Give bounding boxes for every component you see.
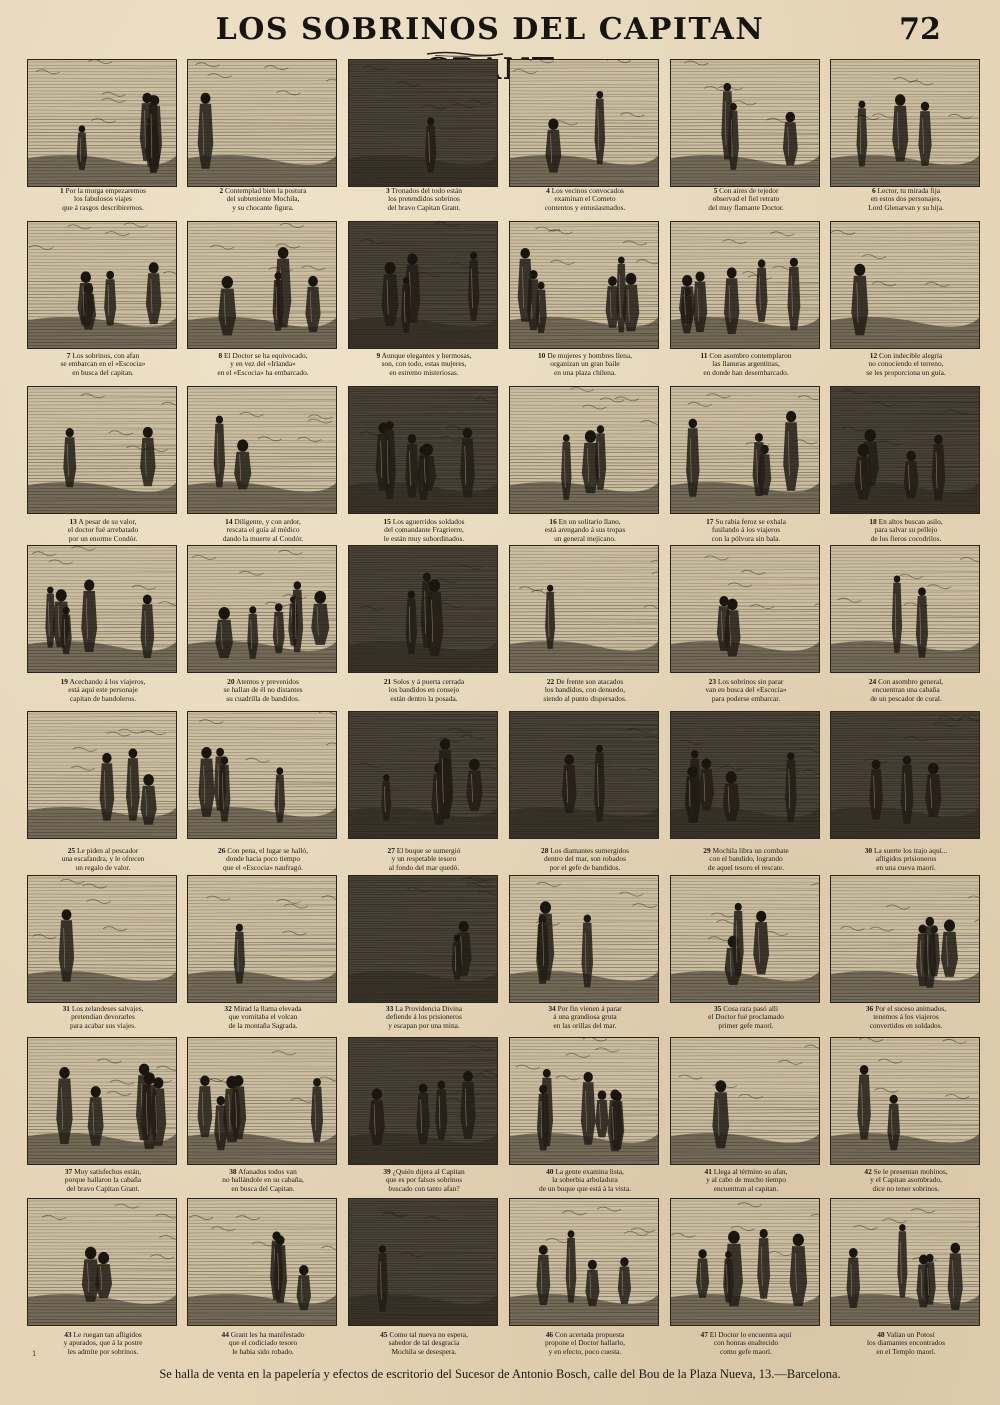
vignette-number: 11	[700, 351, 708, 360]
vignette-verse: Los sobrinos sin parar van en busca del «Escocia» para poderse embarcar.	[705, 677, 787, 703]
vignette-number: 16	[549, 517, 557, 526]
vignette-verse: Los diamantes sumergidos dentro del mar, son robados por el gefe de bandidos.	[543, 846, 629, 872]
vignette-verse: Diligente, y con ardor, rescata el guía al médico dando la muerte al Condór.	[222, 517, 304, 543]
vignette-caption	[344, 1168, 504, 1193]
woodcut-illustration	[830, 59, 980, 187]
vignette-verse: Con asombro general, encuentran una cabaña de un pescador de coral.	[870, 677, 944, 703]
vignette-caption	[666, 187, 826, 212]
vignette-number: 29	[703, 846, 711, 855]
woodcut-illustration	[509, 875, 659, 1003]
vignette-caption	[23, 1005, 183, 1030]
woodcut-illustration	[27, 386, 177, 514]
page-title: LOS SOBRINOS DEL CAPITAN	[215, 12, 765, 47]
vignette-verse: Llega al término su afan, y al cabo de mucho tiempo encuentran al capitan.	[706, 1167, 788, 1193]
vignette-number: 15	[383, 517, 391, 526]
vignette-number: 45	[380, 1330, 388, 1339]
vignette-number: 6	[871, 186, 876, 195]
sheet-number: 72	[899, 12, 941, 47]
woodcut-illustration	[348, 386, 498, 514]
vignette-number: 47	[700, 1330, 708, 1339]
woodcut-illustration	[509, 1037, 659, 1165]
vignette-verse: Grant les ha manifestado que el codiciado tesoro le habia sido robado.	[228, 1330, 305, 1356]
vignette-verse: Los aguerridos soldados del comandante Fragrierre, le están muy subordinados.	[383, 517, 465, 543]
vignette-caption	[344, 847, 504, 872]
vignette-number: 28	[541, 846, 549, 855]
woodcut-illustration	[670, 545, 820, 673]
vignette-number: 43	[64, 1330, 72, 1339]
woodcut-illustration	[509, 1198, 659, 1326]
woodcut-illustration	[830, 386, 980, 514]
vignette-caption	[505, 847, 665, 872]
vignette-caption	[666, 1005, 826, 1030]
vignette-verse: Le piden al pescador una escafandra, y le ofrecen un regalo de valor.	[61, 846, 145, 872]
woodcut-illustration	[27, 221, 177, 349]
vignette-verse: La gente examina lista, la soberbia arboladura de un buque que está á la vista.	[539, 1167, 631, 1193]
vignette-verse: Con pena, el lugar se halló, donde hacia poco tiempo que el «Escocia» naufragó.	[222, 846, 308, 872]
woodcut-illustration	[187, 545, 337, 673]
vignette-caption	[183, 518, 343, 543]
vignette-caption	[666, 847, 826, 872]
woodcut-illustration	[27, 1037, 177, 1165]
vignette-number: 33	[385, 1004, 394, 1013]
vignette-caption	[23, 1168, 183, 1193]
vignette-number: 40	[546, 1167, 554, 1176]
vignette-caption	[666, 678, 826, 703]
vignette-verse: Atentos y prevenidos se hallan de él no distantes su cuadrilla de bandidos.	[223, 677, 303, 703]
woodcut-illustration	[348, 875, 498, 1003]
vignette-verse: Afanados todos van no hallándole en su cabaña, en busca del Capitan.	[222, 1167, 304, 1193]
vignette-verse: La suerte los trajo aquí... afligidos prisioneros en una cueva maorí.	[873, 846, 948, 872]
vignette-caption	[183, 1005, 343, 1030]
vignette-verse: El Doctor se ha equivocado, y en vez del «Irlanda» en el «Escocia» ha embarcado.	[217, 351, 309, 377]
woodcut-illustration	[509, 59, 659, 187]
publisher-footer: Se halla de venta en la papelería y efectos de escritorio del Sucesor de Antonio Bosch, calle del Bou de la Plaza Nueva, 13.—Barcelona.	[159, 1367, 841, 1381]
vignette-caption	[505, 187, 665, 212]
vignette-caption	[183, 678, 343, 703]
woodcut-illustration	[348, 1198, 498, 1326]
woodcut-illustration	[670, 221, 820, 349]
vignette-verse: El buque se sumergió y un respetable tesoro al fondo del mar quedó.	[388, 846, 461, 872]
woodcut-illustration	[509, 545, 659, 673]
vignette-verse: De mujeres y hombres llena, organizan un gran baile en una plaza chilena.	[547, 351, 632, 377]
woodcut-illustration	[830, 545, 980, 673]
woodcut-illustration	[670, 711, 820, 839]
vignette-caption	[23, 847, 183, 872]
vignette-caption	[826, 518, 986, 543]
vignette-verse: El Doctor lo encuentra aquí con honras enaltecido como gefe maorí.	[709, 1330, 792, 1356]
woodcut-illustration	[670, 1037, 820, 1165]
vignette-caption	[666, 518, 826, 543]
woodcut-illustration	[27, 711, 177, 839]
vignette-caption	[23, 1331, 183, 1356]
vignette-number: 1	[59, 186, 64, 195]
woodcut-illustration	[187, 386, 337, 514]
printer-mark: 1	[32, 1350, 37, 1358]
vignette-verse: Muy satisfechos están, porque hallaron la cabaña del bravo Capitan Grant.	[64, 1167, 142, 1193]
vignette-number: 13	[69, 517, 77, 526]
woodcut-illustration	[187, 1198, 337, 1326]
vignette-number: 26	[218, 846, 226, 855]
vignette-number: 22	[546, 677, 555, 686]
vignette-caption	[183, 1168, 343, 1193]
vignette-caption	[826, 1005, 986, 1030]
woodcut-illustration	[509, 386, 659, 514]
vignette-number: 48	[877, 1330, 885, 1339]
vignette-number: 31	[62, 1004, 70, 1013]
vignette-number: 27	[387, 846, 395, 855]
vignette-verse: Se le presentan mohinos, y el Capitan asombrado, dice no tener sobrinos.	[870, 1167, 948, 1193]
woodcut-illustration	[348, 711, 498, 839]
woodcut-illustration	[830, 875, 980, 1003]
vignette-number: 42	[864, 1167, 872, 1176]
vignette-verse: La Providencia Divina defiende á los prisioneros y escapan por una mina.	[386, 1004, 463, 1030]
woodcut-illustration	[670, 386, 820, 514]
woodcut-illustration	[830, 1037, 980, 1165]
woodcut-illustration	[670, 1198, 820, 1326]
vignette-number: 24	[868, 677, 877, 686]
vignette-number: 4	[546, 186, 550, 195]
vignette-number: 41	[704, 1167, 712, 1176]
vignette-number: 38	[229, 1167, 237, 1176]
woodcut-illustration	[509, 221, 659, 349]
vignette-number: 36	[865, 1004, 874, 1013]
vignette-caption	[23, 352, 183, 377]
vignette-caption	[183, 352, 343, 377]
vignette-caption	[505, 1168, 665, 1193]
vignette-verse: Cosa rara pasó allí el Doctor fué proclamado primer gefe maorí.	[708, 1004, 784, 1030]
vignette-verse: Los zelandeses salvajes, pretendian devorarles para acabar sus viajes.	[69, 1004, 144, 1030]
vignette-verse: Mochila libra un combate con el bandido, logrando de aquel tesoro el rescate.	[707, 846, 789, 872]
vignette-number: 21	[383, 677, 392, 686]
vignette-number: 12	[869, 351, 878, 360]
vignette-caption	[344, 678, 504, 703]
vignette-caption	[183, 187, 343, 212]
vignette-verse: Lector, tu mirada fija en estos dos personajes, Lord Glenarvan y su hija.	[868, 186, 944, 212]
woodcut-illustration	[348, 221, 498, 349]
vignette-number: 14	[225, 517, 233, 526]
vignette-verse: Por el suceso animados, tenemos á los viajeros convertidos en soldados.	[869, 1004, 947, 1030]
vignette-verse: De frente son atacados los bandidos, con denuedo, siendo al punto dispersados.	[543, 677, 627, 703]
vignette-caption	[505, 1005, 665, 1030]
vignette-caption	[23, 518, 183, 543]
vignette-caption	[505, 518, 665, 543]
vignette-caption	[344, 1005, 504, 1030]
vignette-caption	[666, 1331, 826, 1356]
vignette-verse: Por la murga empezaremos los fabulosos viajes que á rasgos describiremos.	[62, 186, 147, 212]
woodcut-illustration	[187, 711, 337, 839]
vignette-verse: Solos y á puerta cerrada los bandidos en consejo están dentro la posada.	[388, 677, 465, 703]
vignette-caption	[826, 187, 986, 212]
vignette-number: 7	[66, 351, 71, 360]
woodcut-illustration	[187, 59, 337, 187]
vignette-caption	[666, 352, 826, 377]
woodcut-illustration	[830, 1198, 980, 1326]
vignette-number: 9	[376, 351, 381, 360]
vignette-caption	[23, 678, 183, 703]
vignette-verse: A pesar de su valor, el doctor fué arrebatado por un enorme Condór.	[67, 517, 139, 543]
vignette-caption	[826, 678, 986, 703]
vignette-verse: Como tal nueva no espera, sabedor de tal desgracia Mochila se desespera.	[388, 1330, 468, 1356]
vignette-caption	[505, 352, 665, 377]
vignette-number: 46	[545, 1330, 554, 1339]
vignette-caption	[826, 1331, 986, 1356]
vignette-caption	[183, 847, 343, 872]
vignette-caption	[826, 847, 986, 872]
vignette-number: 5	[713, 186, 718, 195]
vignette-verse: Los sobrinos, con afan se embarcan en el «Escocia» en busca del capitan.	[60, 351, 146, 377]
vignette-verse: ¿Quién dijera al Capitan que es por falsos sobrinos buscado con tanto afan?	[385, 1167, 465, 1193]
woodcut-illustration	[670, 59, 820, 187]
woodcut-illustration	[670, 875, 820, 1003]
vignette-caption	[344, 518, 504, 543]
woodcut-illustration	[27, 1198, 177, 1326]
vignette-number: 25	[67, 846, 76, 855]
woodcut-illustration	[27, 545, 177, 673]
woodcut-illustration	[187, 1037, 337, 1165]
vignette-number: 17	[706, 517, 714, 526]
woodcut-illustration	[187, 875, 337, 1003]
vignette-number: 8	[218, 351, 223, 360]
vignette-caption	[505, 1331, 665, 1356]
vignette-caption	[505, 678, 665, 703]
vignette-number: 20	[227, 677, 235, 686]
vignette-verse: Acechando á los viajeros, está aquí este personaje capitan de bandoleros.	[68, 677, 146, 703]
woodcut-illustration	[830, 221, 980, 349]
vignette-caption	[666, 1168, 826, 1193]
vignette-number: 37	[64, 1167, 73, 1176]
vignette-verse: Tronados del todo están los pretendidos sobrinos del bravo Capitan Grant.	[387, 186, 462, 212]
vignette-verse: Con aires de tejedor observad el fiel retrato del muy flamante Doctor.	[708, 186, 784, 212]
vignette-verse: Valían un Potosí los diamantes encontrados en el Templo maorí.	[867, 1330, 945, 1356]
vignette-verse: En altos buscan asilo, para salvar su pellejo de los fieros cocodrilos.	[870, 517, 943, 543]
vignette-number: 39	[383, 1167, 391, 1176]
vignette-verse: Mirad la llama elevada que vomitaba el volcan de la montaña Sagrada.	[228, 1004, 302, 1030]
vignette-number: 18	[869, 517, 877, 526]
vignette-verse: Con indecible alegría no conociendo el terreno, se les proporciona un guía.	[866, 351, 946, 377]
vignette-verse: Los vecinos convocados examinan el Cometo contentos y entusiasmados.	[544, 186, 626, 212]
vignette-number: 19	[60, 677, 68, 686]
vignette-verse: Por fin vienen á parar á una grandiosa gruta en las orillas del mar.	[553, 1004, 622, 1030]
vignette-number: 35	[713, 1004, 722, 1013]
vignette-number: 10	[537, 351, 546, 360]
vignette-verse: Aunque elegantes y hermosas, son, con todo, estas mujeres, en estremo misteriosas.	[381, 351, 472, 377]
vignette-verse: Contemplad bien la postura del subteniente Mochila, y su chocante figura.	[225, 186, 307, 212]
woodcut-illustration	[187, 221, 337, 349]
vignette-caption	[826, 352, 986, 377]
woodcut-illustration	[830, 711, 980, 839]
vignette-number: 2	[219, 186, 224, 195]
vignette-caption	[344, 352, 504, 377]
woodcut-illustration	[27, 875, 177, 1003]
vignette-caption	[344, 187, 504, 212]
woodcut-illustration	[509, 711, 659, 839]
vignette-caption	[23, 187, 183, 212]
woodcut-illustration	[348, 545, 498, 673]
woodcut-illustration	[348, 59, 498, 187]
vignette-number: 34	[548, 1004, 556, 1013]
vignette-number: 30	[864, 846, 873, 855]
vignette-caption	[826, 1168, 986, 1193]
woodcut-illustration	[27, 59, 177, 187]
vignette-verse: Con acertada propuesta propone el Doctor hallarlo, y en efecto, poco cuesta.	[544, 1330, 626, 1356]
vignette-number: 32	[224, 1004, 232, 1013]
vignette-verse: Con asombro contemplaron las llanuras argentinas, en donde han desembarcado.	[703, 351, 792, 377]
vignette-verse: En un solitario llano, está arengando á sus tropas un general mejicano.	[544, 517, 626, 543]
vignette-caption	[183, 1331, 343, 1356]
woodcut-illustration	[348, 1037, 498, 1165]
vignette-verse: Su rabia feroz se exhala fusilando á los viajeros con la pólvora sin bala.	[711, 517, 786, 543]
vignette-number: 3	[386, 186, 390, 195]
vignette-number: 44	[221, 1330, 229, 1339]
vignette-caption	[344, 1331, 504, 1356]
vignette-number: 23	[708, 677, 717, 686]
vignette-verse: Le ruegan tan afligidos y apurados, que á la postre les admite por sobrinos.	[63, 1330, 143, 1356]
